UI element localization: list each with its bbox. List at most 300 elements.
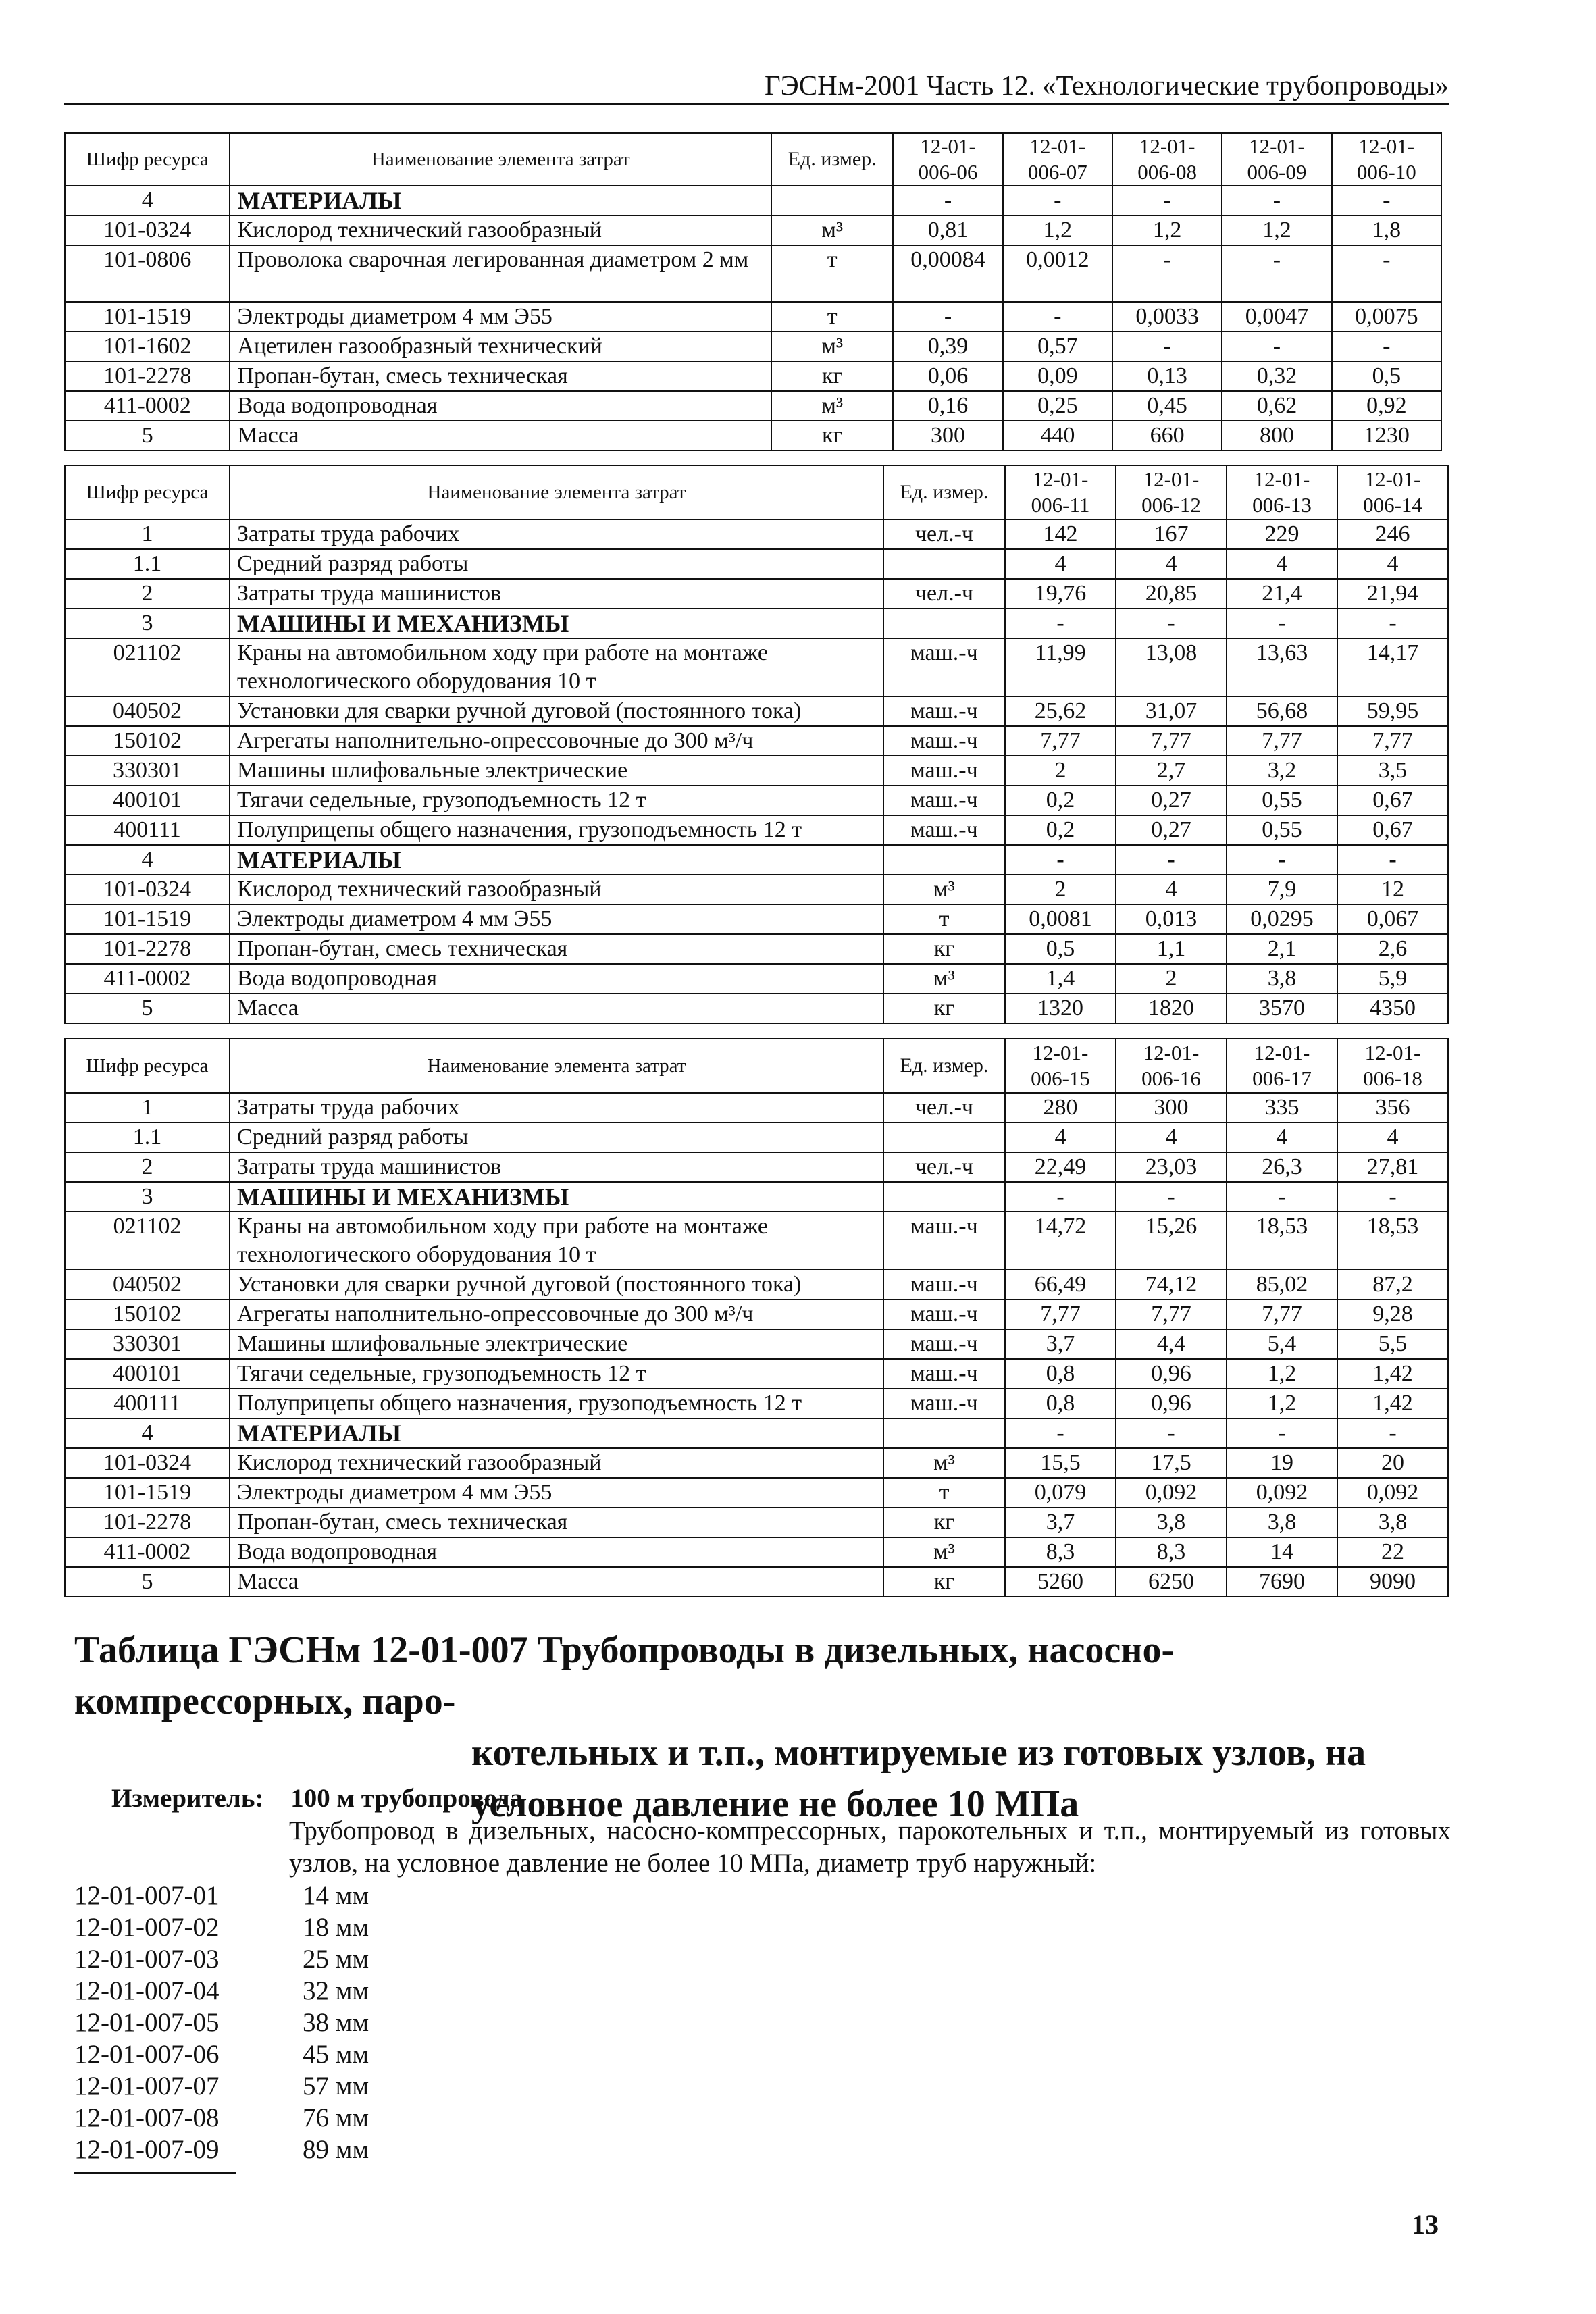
value-cell: 3,8 (1116, 1508, 1227, 1537)
value-cell: 0,079 (1005, 1478, 1116, 1508)
table-row (65, 1389, 1448, 1418)
cost-element-cell: Электроды диаметром 4 мм Э55 (230, 904, 883, 934)
unit-cell: маш.-ч (883, 1212, 1005, 1270)
item-code: 12-01-007-02 (74, 1913, 220, 1942)
value-cell: 4 (1227, 549, 1337, 579)
table-row (65, 696, 1448, 726)
resource-code-cell: 021102 (65, 1212, 230, 1270)
value-cell: 1,8 (1332, 215, 1441, 245)
cost-element-cell: Кислород технический газообразный (230, 1448, 883, 1478)
header-norm-code: 12-01- 006-10 (1332, 133, 1441, 186)
value-cell: 15,26 (1116, 1212, 1227, 1270)
unit-cell: маш.-ч (883, 1329, 1005, 1359)
measure-value: 100 м трубопровода (290, 1784, 523, 1813)
value-cell: 0,96 (1116, 1359, 1227, 1389)
unit-cell: м³ (883, 1537, 1005, 1567)
value-cell: 0,0295 (1227, 904, 1337, 934)
unit-cell: маш.-ч (883, 1359, 1005, 1389)
resource-code-cell: 101-2278 (65, 361, 230, 391)
value-cell: - (1005, 609, 1116, 638)
resource-code-cell: 021102 (65, 638, 230, 696)
resource-code-cell: 101-0324 (65, 1448, 230, 1478)
value-cell: 1,2 (1003, 215, 1112, 245)
item-code: 12-01-007-08 (74, 2103, 220, 2132)
value-cell: 440 (1003, 421, 1112, 451)
value-cell: 3570 (1227, 994, 1337, 1023)
table-row (65, 1478, 1448, 1508)
value-cell: 17,5 (1116, 1448, 1227, 1478)
value-cell: - (1112, 332, 1222, 361)
value-cell: - (1332, 245, 1441, 302)
value-cell: 8,3 (1005, 1537, 1116, 1567)
cost-element-cell: Проволока сварочная легированная диаметром 2 мм (230, 245, 771, 302)
cost-element-cell: Электроды диаметром 4 мм Э55 (230, 302, 771, 332)
unit-cell (883, 1418, 1005, 1448)
value-cell: 0,0081 (1005, 904, 1116, 934)
header-norm-code: 12-01- 006-09 (1222, 133, 1331, 186)
resource-code-cell: 4 (65, 1418, 230, 1448)
value-cell: - (1337, 1418, 1448, 1448)
value-cell: 2 (1116, 964, 1227, 994)
value-cell: 3,8 (1227, 964, 1337, 994)
section-title-line1: Таблица ГЭСНм 12-01-007 Трубопроводы в дизельных, насосно-компрессорных, паро- (74, 1629, 1175, 1722)
value-cell: 0,0075 (1332, 302, 1441, 332)
header-norm-code: 12-01- 006-18 (1337, 1039, 1448, 1093)
value-cell: 0,27 (1116, 815, 1227, 845)
cost-element-cell: Полуприцепы общего назначения, грузоподъемность 12 т (230, 815, 883, 845)
value-cell: 0,27 (1116, 786, 1227, 815)
table-row (65, 1537, 1448, 1567)
value-cell: 0,55 (1227, 786, 1337, 815)
value-cell: - (1227, 845, 1337, 875)
resource-code-cell: 101-1602 (65, 332, 230, 361)
measure-unit (111, 1783, 523, 1814)
value-cell: - (1003, 302, 1112, 332)
value-cell: 0,067 (1337, 904, 1448, 934)
item-code: 12-01-007-01 (74, 1881, 220, 1910)
value-cell: 300 (893, 421, 1002, 451)
unit-cell: маш.-ч (883, 638, 1005, 696)
value-cell: 0,16 (893, 391, 1002, 421)
table-row (65, 964, 1448, 994)
value-cell: 0,62 (1222, 391, 1331, 421)
value-cell: 13,08 (1116, 638, 1227, 696)
table-row (65, 421, 1441, 451)
value-cell: 0,39 (893, 332, 1002, 361)
value-cell: - (893, 302, 1002, 332)
table-row (65, 245, 1441, 302)
cost-element-cell: Масса (230, 994, 883, 1023)
table-row (65, 934, 1448, 964)
value-cell: 246 (1337, 519, 1448, 549)
value-cell: - (1116, 609, 1227, 638)
table-row (65, 638, 1448, 696)
value-cell: 20,85 (1116, 579, 1227, 609)
resource-code-cell: 411-0002 (65, 964, 230, 994)
table-row (65, 1508, 1448, 1537)
unit-cell (883, 609, 1005, 638)
table-header-row (65, 465, 1448, 519)
unit-cell: м³ (771, 391, 893, 421)
value-cell: 3,8 (1337, 1508, 1448, 1537)
value-cell: 21,4 (1227, 579, 1337, 609)
table-row (65, 302, 1441, 332)
value-cell: 2 (1005, 756, 1116, 786)
value-cell: 26,3 (1227, 1152, 1337, 1182)
table-row (65, 361, 1441, 391)
value-cell: 22,49 (1005, 1152, 1116, 1182)
cost-element-cell: Установки для сварки ручной дуговой (постоянного тока) (230, 696, 883, 726)
value-cell: 5,5 (1337, 1329, 1448, 1359)
value-cell: 0,092 (1227, 1478, 1337, 1508)
value-cell: 7,77 (1116, 726, 1227, 756)
cost-element-cell: Вода водопроводная (230, 1537, 883, 1567)
header-resource-code: Шифр ресурса (65, 133, 230, 186)
table-row (65, 815, 1448, 845)
value-cell: 0,00084 (893, 245, 1002, 302)
item-code: 12-01-007-09 (74, 2135, 220, 2164)
cost-element-cell: МАТЕРИАЛЫ (230, 845, 883, 875)
unit-cell: маш.-ч (883, 1389, 1005, 1418)
cost-element-cell: Электроды диаметром 4 мм Э55 (230, 1478, 883, 1508)
value-cell: 0,45 (1112, 391, 1222, 421)
list-item (74, 2007, 505, 2039)
value-cell: 14 (1227, 1537, 1337, 1567)
value-cell: 1,42 (1337, 1359, 1448, 1389)
value-cell: 66,49 (1005, 1270, 1116, 1300)
list-item (74, 1944, 505, 1976)
value-cell: 0,25 (1003, 391, 1112, 421)
cost-element-cell: Масса (230, 421, 771, 451)
resource-code-cell: 411-0002 (65, 391, 230, 421)
cost-element-cell: Машины шлифовальные электрические (230, 756, 883, 786)
value-cell: - (1227, 609, 1337, 638)
page-number: 13 (1412, 2209, 1439, 2240)
item-diameter: 57 мм (303, 2072, 369, 2101)
value-cell: 0,2 (1005, 815, 1116, 845)
value-cell: 0,13 (1112, 361, 1222, 391)
cost-element-cell: Краны на автомобильном ходу при работе на монтаже технологического оборудования 10 т (230, 638, 883, 696)
cost-element-cell: Ацетилен газообразный технический (230, 332, 771, 361)
value-cell: - (1222, 332, 1331, 361)
value-cell: 0,92 (1332, 391, 1441, 421)
header-norm-code: 12-01- 006-11 (1005, 465, 1116, 519)
value-cell: 0,55 (1227, 815, 1337, 845)
list-item (74, 1912, 505, 1944)
value-cell: 0,2 (1005, 786, 1116, 815)
value-cell: 229 (1227, 519, 1337, 549)
cost-element-cell: Кислород технический газообразный (230, 215, 771, 245)
value-cell: 800 (1222, 421, 1331, 451)
value-cell: - (1005, 845, 1116, 875)
table-row (65, 549, 1448, 579)
value-cell: 0,81 (893, 215, 1002, 245)
resource-code-cell: 330301 (65, 756, 230, 786)
header-cost-element: Наименование элемента затрат (230, 133, 771, 186)
header-unit: Ед. измер. (771, 133, 893, 186)
value-cell: 25,62 (1005, 696, 1116, 726)
value-cell: 7,77 (1227, 726, 1337, 756)
cost-element-cell: Средний разряд работы (230, 549, 883, 579)
list-item (74, 2039, 505, 2071)
unit-cell (883, 549, 1005, 579)
resource-code-cell: 150102 (65, 726, 230, 756)
value-cell: 7,77 (1116, 1300, 1227, 1329)
header-norm-code: 12-01- 006-06 (893, 133, 1002, 186)
table-row (65, 1329, 1448, 1359)
resource-code-cell: 150102 (65, 1300, 230, 1329)
header-unit: Ед. измер. (883, 1039, 1005, 1093)
value-cell: 2 (1005, 875, 1116, 904)
value-cell: 0,092 (1116, 1478, 1227, 1508)
value-cell: 5,9 (1337, 964, 1448, 994)
value-cell: 3,2 (1227, 756, 1337, 786)
resource-code-cell: 101-0324 (65, 875, 230, 904)
unit-cell: кг (771, 361, 893, 391)
resource-code-cell: 101-0324 (65, 215, 230, 245)
header-resource-code: Шифр ресурса (65, 465, 230, 519)
value-cell: 59,95 (1337, 696, 1448, 726)
header-norm-code: 12-01- 006-14 (1337, 465, 1448, 519)
cost-element-cell: Пропан-бутан, смесь техническая (230, 1508, 883, 1537)
value-cell: 11,99 (1005, 638, 1116, 696)
item-code: 12-01-007-07 (74, 2072, 220, 2101)
unit-cell: м³ (883, 1448, 1005, 1478)
value-cell: 9090 (1337, 1567, 1448, 1597)
unit-cell: т (883, 1478, 1005, 1508)
value-cell: 2,7 (1116, 756, 1227, 786)
cost-element-cell: Масса (230, 1567, 883, 1597)
item-diameter: 38 мм (303, 2008, 369, 2037)
value-cell: 1,1 (1116, 934, 1227, 964)
unit-cell: м³ (883, 964, 1005, 994)
cost-element-cell: Затраты труда рабочих (230, 519, 883, 549)
unit-cell: маш.-ч (883, 786, 1005, 815)
table-row (65, 186, 1441, 215)
value-cell: 4 (1337, 549, 1448, 579)
resource-table-3 (64, 1038, 1449, 1597)
value-cell: 356 (1337, 1093, 1448, 1123)
table-header-row (65, 1039, 1448, 1093)
table-row (65, 1182, 1448, 1212)
item-diameter: 14 мм (303, 1881, 369, 1910)
value-cell: 3,8 (1227, 1508, 1337, 1537)
value-cell: 27,81 (1337, 1152, 1448, 1182)
table-row (65, 756, 1448, 786)
resource-table-2 (64, 465, 1449, 1024)
unit-cell: кг (883, 994, 1005, 1023)
value-cell: 0,96 (1116, 1389, 1227, 1418)
header-unit: Ед. измер. (883, 465, 1005, 519)
value-cell: - (1227, 1418, 1337, 1448)
unit-cell: т (771, 302, 893, 332)
value-cell: 22 (1337, 1537, 1448, 1567)
item-diameter: 89 мм (303, 2135, 369, 2164)
value-cell: 14,72 (1005, 1212, 1116, 1270)
unit-cell: т (883, 904, 1005, 934)
table-row (65, 994, 1448, 1023)
unit-cell (883, 845, 1005, 875)
cost-element-cell: Тягачи седельные, грузоподъемность 12 т (230, 786, 883, 815)
cost-element-cell: МАТЕРИАЛЫ (230, 1418, 883, 1448)
value-cell: 660 (1112, 421, 1222, 451)
value-cell: - (1222, 245, 1331, 302)
value-cell: 21,94 (1337, 579, 1448, 609)
value-cell: 5260 (1005, 1567, 1116, 1597)
value-cell: 7,9 (1227, 875, 1337, 904)
header-cost-element: Наименование элемента затрат (230, 465, 883, 519)
item-diameter: 18 мм (303, 1913, 369, 1942)
table-row (65, 1448, 1448, 1478)
value-cell: 3,7 (1005, 1508, 1116, 1537)
header-norm-code: 12-01- 006-12 (1116, 465, 1227, 519)
item-diameter: 45 мм (303, 2040, 369, 2069)
resource-code-cell: 101-1519 (65, 1478, 230, 1508)
table-row (65, 1300, 1448, 1329)
value-cell: 1,42 (1337, 1389, 1448, 1418)
value-cell: - (1005, 1182, 1116, 1212)
value-cell: - (1116, 1418, 1227, 1448)
value-cell: 14,17 (1337, 638, 1448, 696)
item-diameter: 25 мм (303, 1945, 369, 1974)
section-description: Трубопровод в дизельных, насосно-компрессорных, парокотельных и т.п., монтируемый из готовых узлов, на условное давление не более 10 МПа, диаметр труб наружный: (289, 1816, 1451, 1878)
value-cell: 5,4 (1227, 1329, 1337, 1359)
cost-element-cell: Средний разряд работы (230, 1123, 883, 1152)
table-row (65, 579, 1448, 609)
resource-code-cell: 1 (65, 1093, 230, 1123)
table-row (65, 332, 1441, 361)
resource-code-cell: 4 (65, 186, 230, 215)
unit-cell: маш.-ч (883, 1300, 1005, 1329)
unit-cell: маш.-ч (883, 726, 1005, 756)
item-code: 12-01-007-04 (74, 1976, 220, 2005)
section-title-line2: котельных и т.п., монтируемые из готовых узлов, на условное давление не более 10 МПа (471, 1732, 1366, 1825)
value-cell: - (1116, 1182, 1227, 1212)
resource-table-1 (64, 132, 1442, 451)
value-cell: 12 (1337, 875, 1448, 904)
resource-code-cell: 101-1519 (65, 302, 230, 332)
cost-element-cell: Кислород технический газообразный (230, 875, 883, 904)
resource-code-cell: 1.1 (65, 1123, 230, 1152)
header-norm-code: 12-01- 006-17 (1227, 1039, 1337, 1093)
value-cell: 4350 (1337, 994, 1448, 1023)
item-diameter: 76 мм (303, 2103, 369, 2132)
resource-code-cell: 5 (65, 1567, 230, 1597)
cost-element-cell: МАШИНЫ И МЕХАНИЗМЫ (230, 609, 883, 638)
resource-code-cell: 400101 (65, 786, 230, 815)
header-norm-code: 12-01- 006-13 (1227, 465, 1337, 519)
measure-label: Измеритель: (111, 1784, 264, 1813)
cost-element-cell: Затраты труда рабочих (230, 1093, 883, 1123)
value-cell: - (1337, 609, 1448, 638)
value-cell: 4 (1116, 1123, 1227, 1152)
value-cell: - (1116, 845, 1227, 875)
table-row (65, 1567, 1448, 1597)
resource-code-cell: 040502 (65, 1270, 230, 1300)
value-cell: 0,8 (1005, 1389, 1116, 1418)
unit-cell: чел.-ч (883, 579, 1005, 609)
list-item (74, 2134, 505, 2166)
value-cell: 7690 (1227, 1567, 1337, 1597)
running-header: ГЭСНм-2001 Часть 12. «Технологические трубопроводы» (764, 70, 1449, 101)
table-row (65, 609, 1448, 638)
value-cell: 1,2 (1222, 215, 1331, 245)
item-list (74, 1880, 505, 2166)
cost-element-cell: МАШИНЫ И МЕХАНИЗМЫ (230, 1182, 883, 1212)
resource-code-cell: 2 (65, 1152, 230, 1182)
header-norm-code: 12-01- 006-07 (1003, 133, 1112, 186)
value-cell: 0,092 (1337, 1478, 1448, 1508)
unit-cell: маш.-ч (883, 1270, 1005, 1300)
value-cell: 3,5 (1337, 756, 1448, 786)
resource-code-cell: 5 (65, 421, 230, 451)
table-row (65, 1212, 1448, 1270)
resource-code-cell: 2 (65, 579, 230, 609)
value-cell: 0,09 (1003, 361, 1112, 391)
value-cell: 0,0012 (1003, 245, 1112, 302)
cost-element-cell: Агрегаты наполнительно-опрессовочные до 300 м³/ч (230, 1300, 883, 1329)
list-end-rule (74, 2172, 236, 2174)
unit-cell: чел.-ч (883, 1152, 1005, 1182)
cost-element-cell: Пропан-бутан, смесь техническая (230, 361, 771, 391)
resource-code-cell: 5 (65, 994, 230, 1023)
resource-code-cell: 400111 (65, 1389, 230, 1418)
value-cell: 0,0047 (1222, 302, 1331, 332)
cost-element-cell: Полуприцепы общего назначения, грузоподъемность 12 т (230, 1389, 883, 1418)
cost-element-cell: Пропан-бутан, смесь техническая (230, 934, 883, 964)
value-cell: - (1227, 1182, 1337, 1212)
cost-element-cell: Тягачи седельные, грузоподъемность 12 т (230, 1359, 883, 1389)
value-cell: 142 (1005, 519, 1116, 549)
value-cell: 4 (1005, 549, 1116, 579)
value-cell: 4 (1005, 1123, 1116, 1152)
value-cell: 1230 (1332, 421, 1441, 451)
unit-cell: маш.-ч (883, 696, 1005, 726)
table-row (65, 904, 1448, 934)
value-cell: 4 (1337, 1123, 1448, 1152)
list-item (74, 2103, 505, 2134)
item-diameter: 32 мм (303, 1976, 369, 2005)
table-row (65, 1152, 1448, 1182)
value-cell: 8,3 (1116, 1537, 1227, 1567)
unit-cell: кг (883, 1567, 1005, 1597)
resource-code-cell: 040502 (65, 696, 230, 726)
cost-element-cell: МАТЕРИАЛЫ (230, 186, 771, 215)
table-row (65, 1123, 1448, 1152)
value-cell: 1,2 (1227, 1359, 1337, 1389)
value-cell: 0,67 (1337, 786, 1448, 815)
header-rule (64, 103, 1449, 105)
value-cell: 19,76 (1005, 579, 1116, 609)
unit-cell: кг (883, 1508, 1005, 1537)
unit-cell: т (771, 245, 893, 302)
value-cell: 9,28 (1337, 1300, 1448, 1329)
unit-cell: чел.-ч (883, 1093, 1005, 1123)
value-cell: - (1332, 186, 1441, 215)
value-cell: 1320 (1005, 994, 1116, 1023)
value-cell: 6250 (1116, 1567, 1227, 1597)
header-cost-element: Наименование элемента затрат (230, 1039, 883, 1093)
value-cell: 85,02 (1227, 1270, 1337, 1300)
cost-element-cell: Машины шлифовальные электрические (230, 1329, 883, 1359)
value-cell: 3,7 (1005, 1329, 1116, 1359)
value-cell: - (1112, 186, 1222, 215)
value-cell: 0,32 (1222, 361, 1331, 391)
value-cell: 13,63 (1227, 638, 1337, 696)
unit-cell: маш.-ч (883, 756, 1005, 786)
cost-element-cell: Вода водопроводная (230, 964, 883, 994)
value-cell: 0,5 (1005, 934, 1116, 964)
